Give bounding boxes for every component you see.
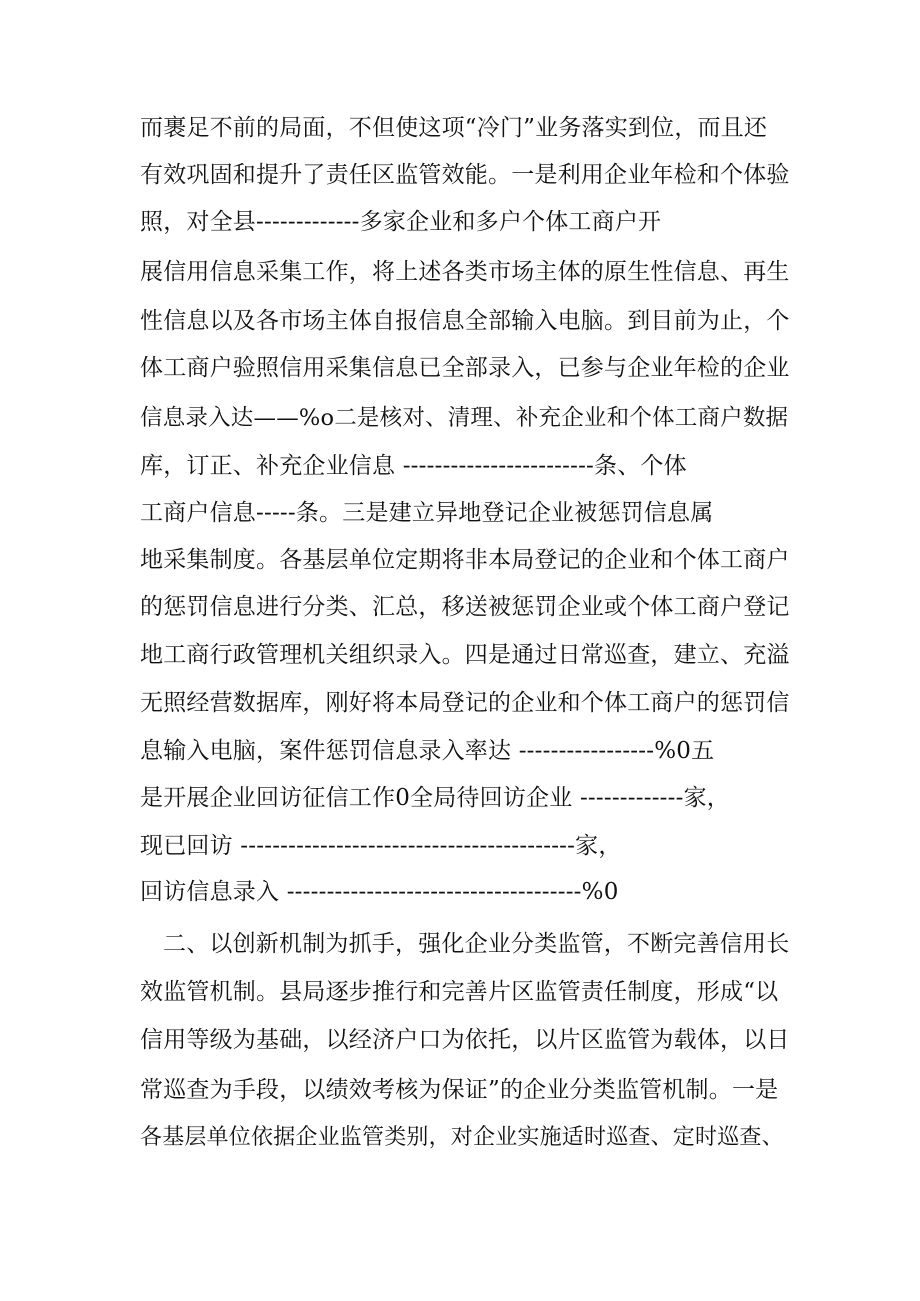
text-line: 而裹足不前的局面，不但使这项“冷门”业务落实到位，而且还	[140, 115, 768, 141]
text-line: 现已回访 ------------------------------------------家，	[140, 833, 622, 859]
text-line: 照，对全县-------------多家企业和多户个体工商户开	[140, 209, 662, 235]
text-line: 性信息以及各市场主体自报信息全部输入电脑。到目前为止，个	[140, 308, 790, 334]
text-line: 信用等级为基础，以经济户口为依托，以片区监管为载体，以日	[140, 1027, 790, 1053]
text-line: 信息录入达——%o二是核对、清理、补充企业和个体工商户数据	[140, 405, 789, 431]
text-line: 有效巩固和提升了责任区监管效能。一是利用企业年检和个体验	[140, 162, 790, 188]
text-line: 的惩罚信息进行分类、汇总，移送被惩罚企业或个体工商户登记	[140, 594, 790, 620]
text-line: 地采集制度。各基层单位定期将非本局登记的企业和个体工商户	[140, 547, 790, 573]
text-line: 常巡查为手段，以绩效考核为保证”的企业分类监管机制。一是	[140, 1077, 779, 1103]
text-line: 体工商户验照信用采集信息已全部录入，已参与企业年检的企业	[140, 355, 790, 381]
text-line: 回访信息录入 -------------------------------------%0	[140, 879, 619, 905]
text-line: 无照经营数据库，刚好将本局登记的企业和个体工商户的惩罚信	[140, 690, 790, 716]
text-line: 库，订正、补充企业信息 ------------------------条、个体	[140, 453, 687, 479]
text-line: 是开展企业回访征信工作0全局待回访企业 -------------家，	[140, 785, 730, 811]
text-line: 工商户信息-----条。三是建立异地登记企业被惩罚信息属	[140, 500, 714, 526]
section-heading-line: 二、以创新机制为抓手，强化企业分类监管，不断完善信用长	[163, 931, 790, 957]
text-line: 地工商行政管理机关组织录入。四是通过日常巡查，建立、充溢	[140, 642, 790, 668]
text-line: 展信用信息采集工作，将上述各类市场主体的原生性信息、再生	[140, 259, 790, 285]
text-line: 息输入电脑，案件惩罚信息录入率达 -----------------%0五	[140, 738, 715, 764]
text-line: 效监管机制。县局逐步推行和完善片区监管责任制度，形成“以	[140, 979, 779, 1005]
text-line: 各基层单位依据企业监管类别，对企业实施适时巡查、定时巡查、	[140, 1125, 784, 1150]
